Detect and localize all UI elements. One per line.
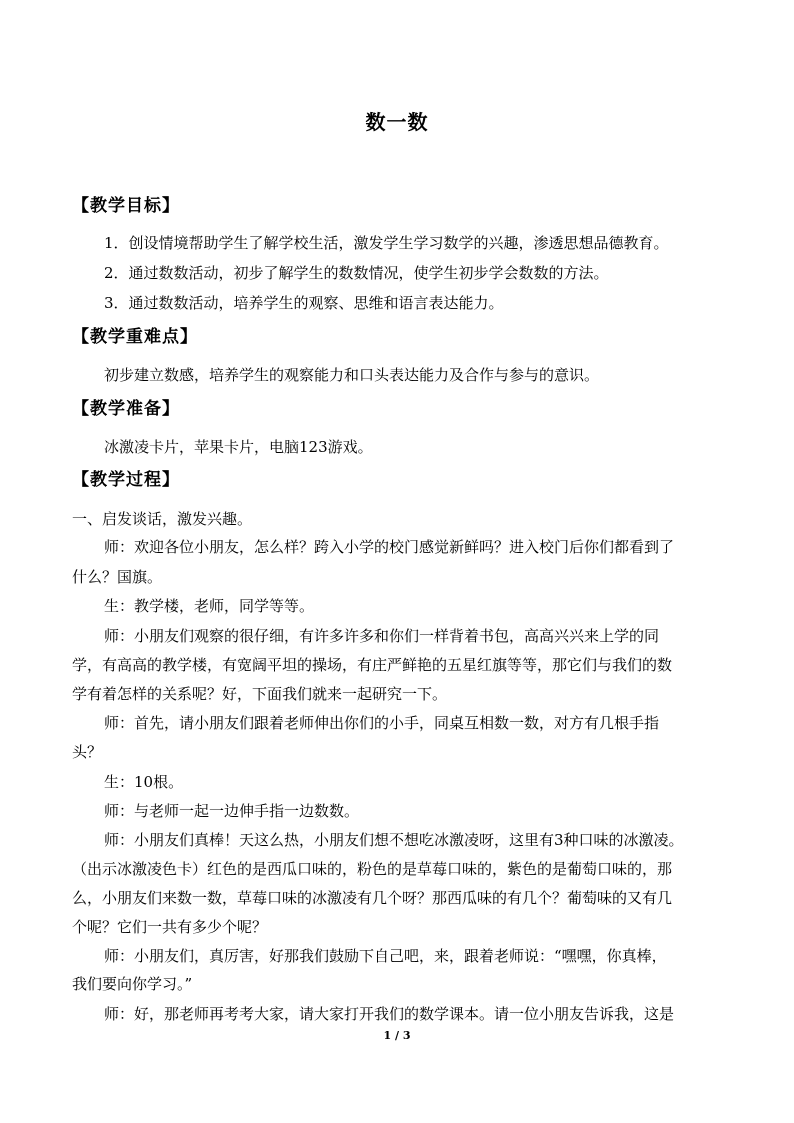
process-line: 学，有高高的教学楼，有宽阔平坦的操场，有庄严鲜艳的五星红旗等等，那它们与我们的数 bbox=[72, 656, 673, 674]
process-line: 我们要向你学习。” bbox=[72, 975, 193, 993]
process-line: 学有着怎样的关系呢？好，下面我们就来一起研究一下。 bbox=[72, 685, 448, 703]
process-line: 师：欢迎各位小朋友，怎么样？跨入小学的校门感觉新鲜吗？进入校门后你们都看到了 bbox=[104, 538, 675, 556]
process-line: 一、启发谈话，激发兴趣。 bbox=[72, 510, 253, 528]
preparation-text: 冰激凌卡片，苹果卡片，电脑123游戏。 bbox=[104, 438, 373, 456]
process-line: 头？ bbox=[72, 743, 103, 761]
process-line: 师：与老师一起一边伸手指一边数数。 bbox=[104, 802, 360, 820]
page-title: 数一数 bbox=[365, 110, 429, 134]
process-line: 师：首先，请小朋友们跟着老师伸出你们的小手，同桌互相数一数，对方有几根手指 bbox=[104, 714, 660, 732]
goal-item: 3．通过数数活动，培养学生的观察、思维和语言表达能力。 bbox=[104, 294, 504, 312]
section-heading-goals: 【教学目标】 bbox=[72, 196, 180, 216]
section-heading-preparation: 【教学准备】 bbox=[72, 399, 180, 419]
process-line: （出示冰激凌色卡）红色的是西瓜口味的，粉色的是草莓口味的，紫色的是葡萄口味的，那 bbox=[72, 860, 673, 878]
process-line: 师：小朋友们，真厉害，好那我们鼓励下自己吧，来，跟着老师说：“嘿嘿，你真棒， bbox=[104, 947, 667, 965]
process-line: 生：10根。 bbox=[104, 773, 184, 791]
goal-item: 2．通过数数活动，初步了解学生的数数情况，使学生初步学会数数的方法。 bbox=[104, 264, 609, 282]
process-line: 生：教学楼，老师，同学等等。 bbox=[104, 597, 315, 615]
process-line: 么，小朋友们来数一数，草莓口味的冰激凌有几个呀？那西瓜味的有几个？葡萄味的又有几 bbox=[72, 889, 673, 907]
process-line: 师：小朋友们真棒！天这么热，小朋友们想不想吃冰激凌呀，这里有3种口味的冰激凌。 bbox=[104, 831, 684, 849]
goal-item: 1．创设情境帮助学生了解学校生活，激发学生学习数学的兴趣，渗透思想品德教育。 bbox=[104, 234, 669, 252]
section-heading-key-points: 【教学重难点】 bbox=[72, 327, 198, 347]
process-line: 个呢？它们一共有多少个呢？ bbox=[72, 918, 268, 936]
process-line: 什么？国旗。 bbox=[72, 568, 163, 586]
key-points-text: 初步建立数感，培养学生的观察能力和口头表达能力及合作与参与的意识。 bbox=[104, 366, 600, 384]
process-line: 师：小朋友们观察的很仔细，有许多许多和你们一样背着书包，高高兴兴来上学的同 bbox=[104, 627, 660, 645]
process-line: 师：好，那老师再考考大家，请大家打开我们的数学课本。请一位小朋友告诉我，这是 bbox=[104, 1005, 675, 1023]
page-number: 1 / 3 bbox=[383, 1029, 411, 1042]
section-heading-process: 【教学过程】 bbox=[72, 470, 180, 490]
